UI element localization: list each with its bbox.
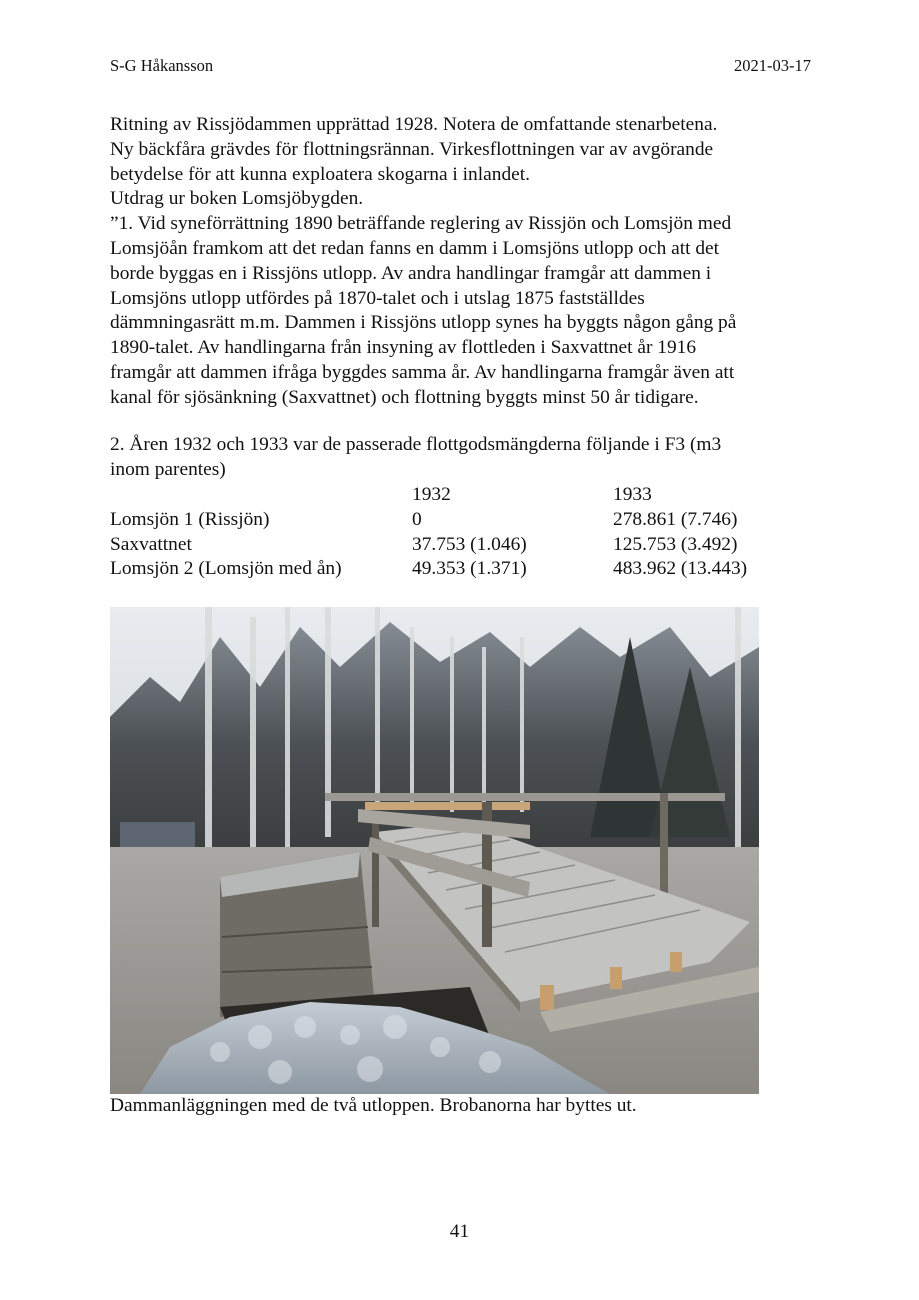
text-line: 1890-talet. Av handlingarna från insyning av flottleden i Saxvattnet år 1916	[110, 337, 697, 359]
text-line: Ritning av Rissjödammen upprättad 1928. Notera de omfattande stenarbetena.	[110, 114, 718, 135]
text-line: framgår att dammen ifråga byggdes samma år. Av handlingarna framgår även att	[110, 361, 735, 383]
table-cell: 483.962 (13.443)	[613, 558, 748, 580]
text-line: kanal för sjösänkning (Saxvattnet) och flottning byggts minst 50 år tidigare.	[110, 386, 699, 408]
table-cell: 49.353 (1.371)	[412, 558, 527, 580]
table-cell: Lomsjön 1 (Rissjön)	[110, 508, 270, 530]
photo-caption: Dammanläggningen med de två utloppen. Brobanorna har byttes ut.	[110, 1095, 637, 1116]
table-cell: 278.861 (7.746)	[613, 508, 738, 530]
page-number: 41	[449, 1221, 470, 1242]
text-line: Lomsjöån framkom att det redan fanns en damm i Lomsjöns utlopp och att det	[110, 237, 720, 259]
header-date: 2021-03-17	[734, 56, 811, 75]
paragraph-history	[110, 113, 820, 411]
table-header-cell: 1932	[412, 484, 451, 505]
table-cell: 125.753 (3.492)	[613, 533, 738, 555]
timber-volume-table	[110, 483, 813, 582]
text-line: inom parentes)	[110, 458, 226, 480]
table-header-row	[110, 483, 813, 508]
table-cell: Saxvattnet	[110, 533, 192, 555]
text-line: Lomsjöns utlopp utfördes på 1870-talet och i utslag 1875 fastställdes	[110, 287, 645, 309]
table-header-cell: 1933	[613, 484, 652, 505]
text-line: borde byggas en i Rissjöns utlopp. Av andra handlingar framgår att dammen i	[110, 262, 712, 284]
text-line: 2. Åren 1932 och 1933 var de passerade flottgodsmängderna följande i F3 (m3	[110, 434, 722, 455]
header-author: S-G Håkansson	[110, 56, 214, 75]
table-cell: Lomsjön 2 (Lomsjön med ån)	[110, 558, 342, 580]
table-row	[110, 557, 813, 582]
dam-bridge-photo	[110, 607, 759, 1094]
table-cell: 37.753 (1.046)	[412, 533, 527, 555]
text-line: ”1. Vid syneförrättning 1890 beträffande reglering av Rissjön och Lomsjön med	[110, 213, 732, 235]
text-line: betydelse för att kunna exploatera skogarna i inlandet.	[110, 163, 530, 185]
paragraph-volumes	[110, 433, 820, 483]
table-row	[110, 508, 813, 533]
text-line: Ny bäckfåra grävdes för flottningsrännan. Virkesflottningen var av avgörande	[110, 138, 714, 160]
text-line: dämmningasrätt m.m. Dammen i Rissjöns utlopp synes ha byggts någon gång på	[110, 312, 737, 334]
table-row	[110, 533, 813, 558]
text-line: Utdrag ur boken Lomsjöbygden.	[110, 188, 364, 210]
table-cell: 0	[412, 508, 422, 530]
photo-illustration	[110, 607, 759, 1094]
table-header-cell	[110, 483, 412, 508]
